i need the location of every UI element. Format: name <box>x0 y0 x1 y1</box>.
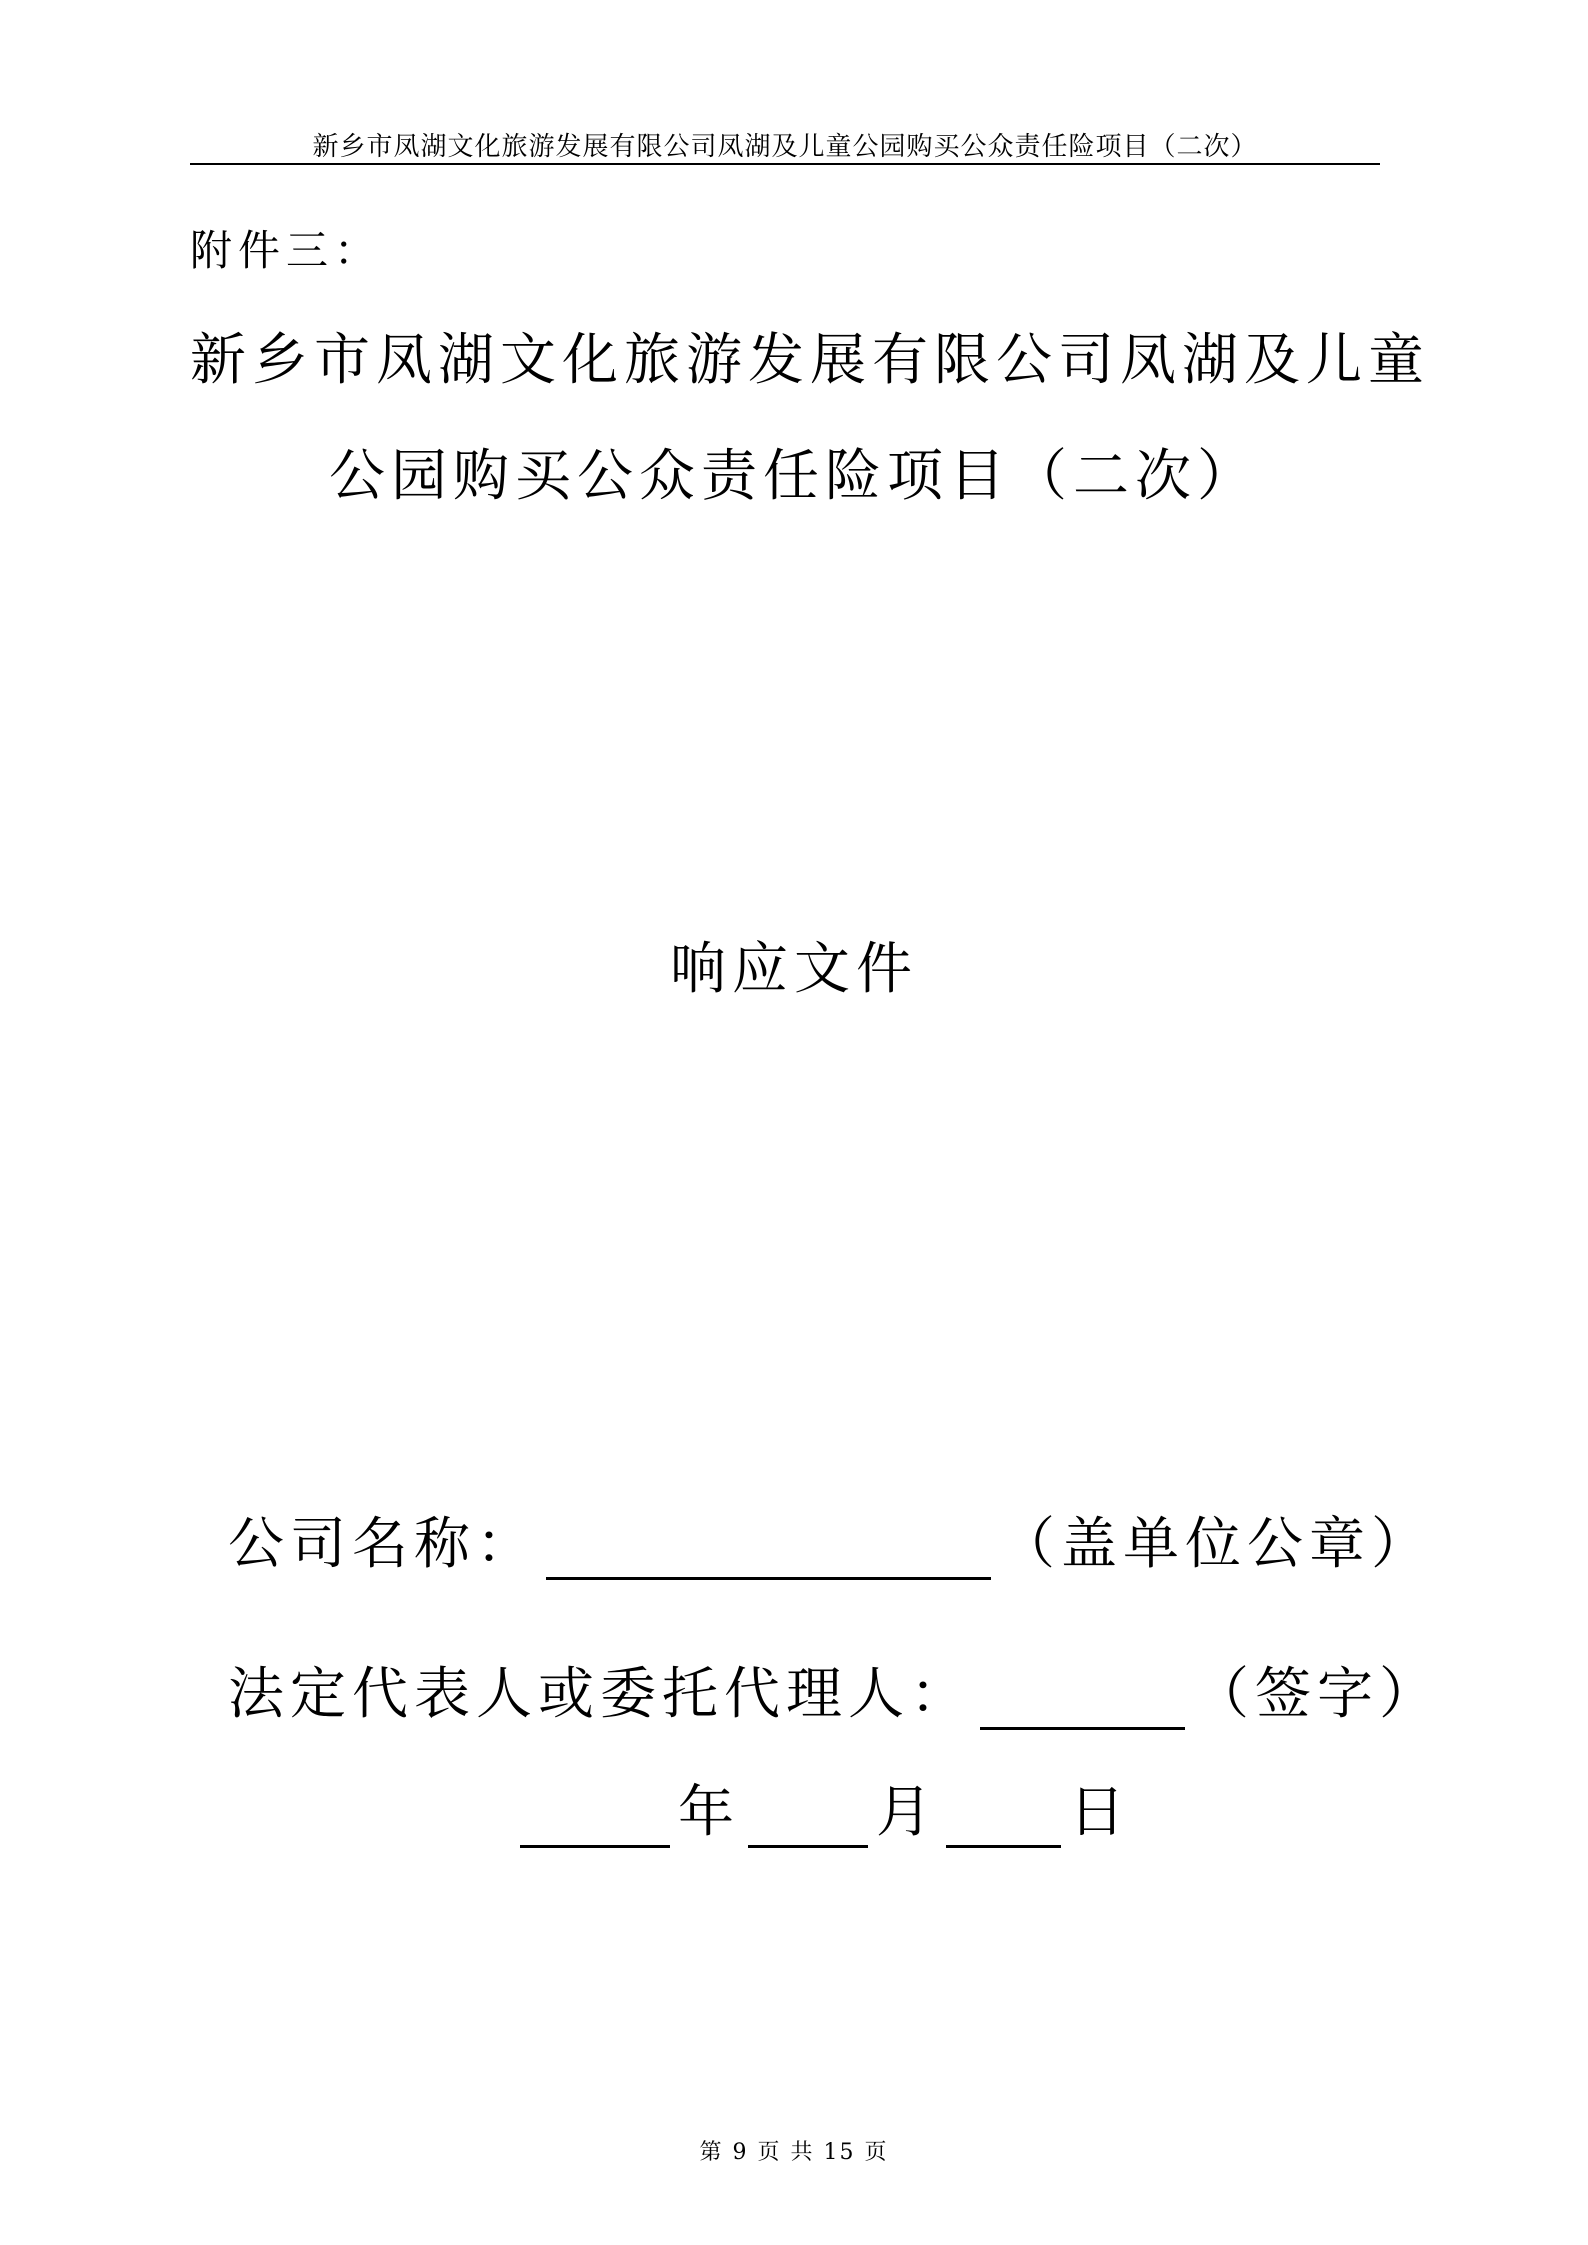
company-name-label: 公司名称： <box>228 1512 538 1577</box>
page-number-footer: 第 9 页 共 15 页 <box>699 2140 889 2165</box>
company-name-row <box>228 1500 1433 1580</box>
representative-blank[interactable] <box>980 1669 1185 1730</box>
day-label: 日 <box>1069 1780 1131 1845</box>
month-label: 月 <box>876 1780 938 1845</box>
document-subtitle: 响应文件 <box>670 937 918 1002</box>
representative-label: 法定代表人或委托代理人： <box>228 1662 972 1727</box>
attachment-label: 附件三： <box>190 226 383 275</box>
signature-note: （签字） <box>1193 1662 1441 1727</box>
day-blank[interactable] <box>946 1787 1061 1848</box>
year-label: 年 <box>678 1780 740 1845</box>
company-seal-note: （盖单位公章） <box>999 1512 1433 1577</box>
running-header: 新乡市凤湖文化旅游发展有限公司凤湖及儿童公园购买公众责任险项目（二次） <box>312 132 1258 162</box>
month-blank[interactable] <box>748 1787 868 1848</box>
year-blank[interactable] <box>520 1787 670 1848</box>
representative-row <box>228 1650 1441 1730</box>
header-divider <box>190 163 1380 165</box>
date-row <box>520 1768 1131 1848</box>
document-title-line-2: 公园购买公众责任险项目（二次） <box>329 444 1259 509</box>
document-title-line-1: 新乡市凤湖文化旅游发展有限公司凤湖及儿童 <box>190 328 1430 393</box>
company-name-blank[interactable] <box>546 1519 991 1580</box>
